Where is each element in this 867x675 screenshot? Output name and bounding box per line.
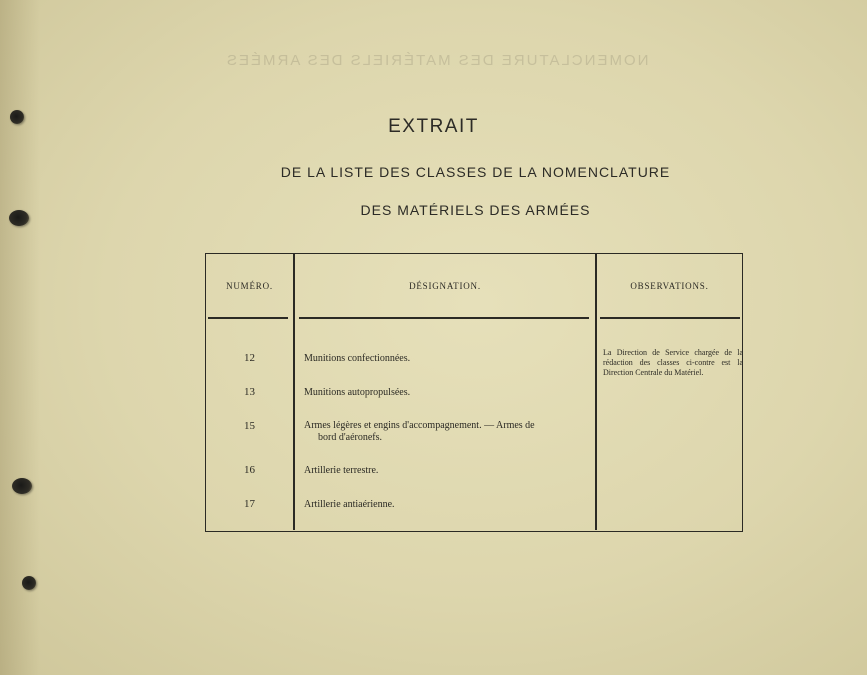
row-3-numero: 15 bbox=[244, 420, 255, 432]
row-2-designation-text: Munitions autopropulsées. bbox=[304, 387, 411, 398]
row-5-numero: 17 bbox=[244, 498, 255, 510]
column-divider-2 bbox=[595, 254, 597, 530]
row-4-designation bbox=[304, 465, 594, 477]
header-rule-3 bbox=[600, 317, 740, 319]
document-subtitle-line2: DES MATÉRIELS DES ARMÉES bbox=[360, 202, 591, 218]
document-title: EXTRAIT bbox=[388, 116, 479, 137]
header-rule-1 bbox=[208, 317, 288, 319]
row-2-designation bbox=[304, 387, 594, 399]
punch-hole-3 bbox=[12, 478, 32, 494]
page-edge-shadow bbox=[0, 0, 40, 675]
row-1-designation bbox=[304, 353, 594, 365]
header-rule-2 bbox=[299, 317, 589, 319]
row-2-numero: 13 bbox=[244, 386, 255, 398]
row-5-designation-text: Artillerie antiaérienne. bbox=[304, 499, 395, 510]
bleed-through-text: NOMENCLATURE DES MATÉRIELS DES ARMÉES bbox=[225, 52, 649, 69]
row-1-numero: 12 bbox=[244, 352, 255, 364]
row-3-designation-continuation: bord d'aéronefs. bbox=[318, 432, 382, 443]
header-observations: OBSERVATIONS. bbox=[630, 281, 709, 291]
punch-hole-2 bbox=[9, 210, 29, 226]
observation-note: La Direction de Service chargée de la rédaction des classes ci-contre est la Direction Centrale du Matériel. bbox=[603, 348, 743, 377]
row-3-designation-text: Armes légères et engins d'accompagnement. — Armes de bbox=[304, 420, 535, 431]
row-4-numero: 16 bbox=[244, 464, 255, 476]
header-designation: DÉSIGNATION. bbox=[409, 281, 481, 291]
row-4-designation-text: Artillerie terrestre. bbox=[304, 465, 379, 476]
header-numero: NUMÉRO. bbox=[226, 281, 273, 291]
row-1-designation-text: Munitions confectionnées. bbox=[304, 353, 411, 364]
row-5-designation bbox=[304, 499, 594, 511]
row-3-designation bbox=[304, 420, 594, 444]
punch-hole-4 bbox=[22, 576, 36, 590]
classes-table bbox=[205, 253, 743, 532]
column-divider-1 bbox=[293, 254, 295, 530]
document-subtitle-line1: DE LA LISTE DES CLASSES DE LA NOMENCLATURE bbox=[280, 164, 671, 180]
